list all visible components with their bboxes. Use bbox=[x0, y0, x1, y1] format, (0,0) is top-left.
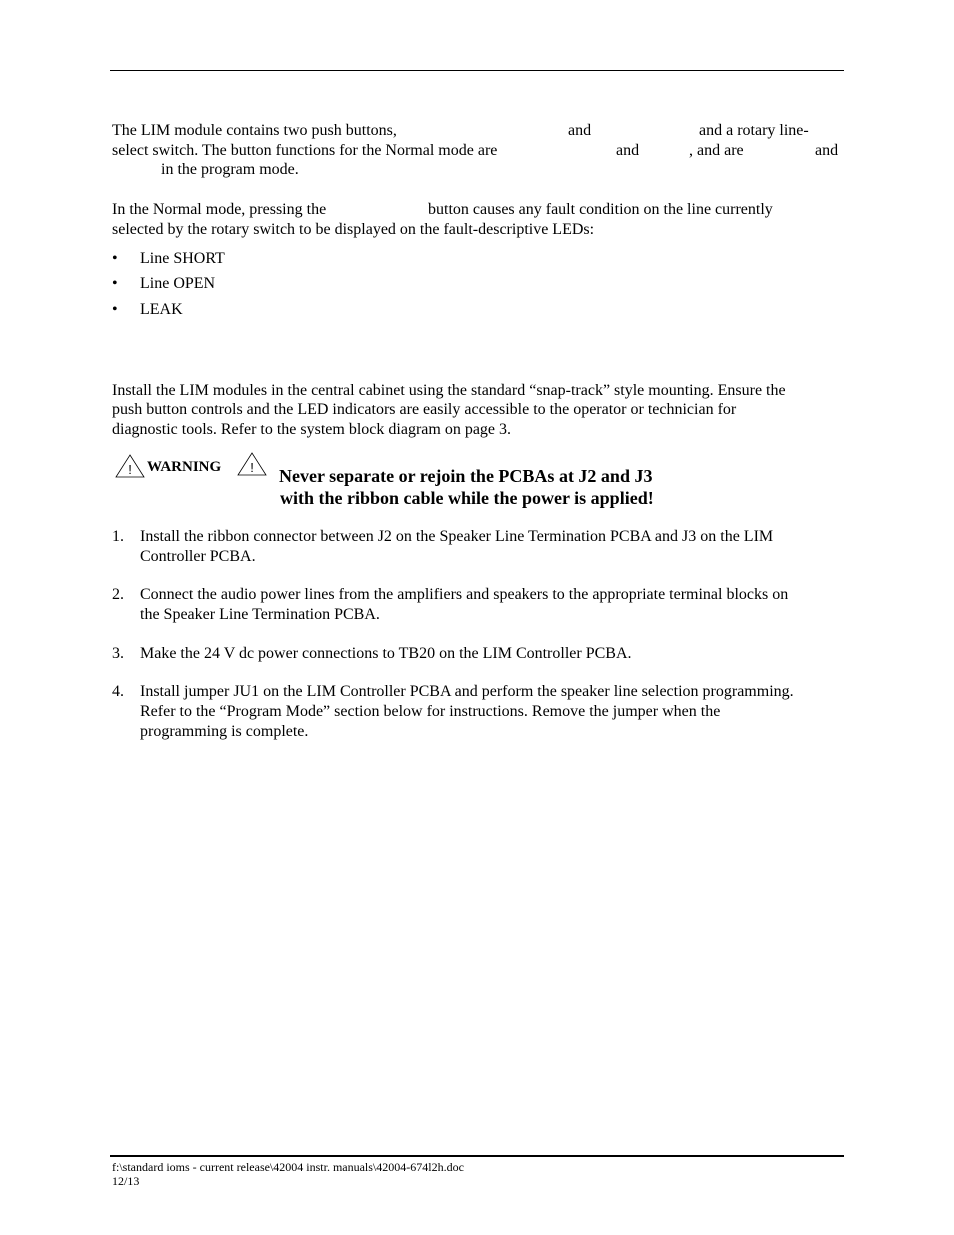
footer-date: 12/13 bbox=[112, 1174, 140, 1188]
intro-line-2b: and bbox=[616, 142, 640, 159]
step-line: programming is complete. bbox=[140, 723, 309, 740]
bullet-symbol: • bbox=[112, 250, 118, 267]
warning-triangle-mark: ! bbox=[250, 460, 254, 475]
warning-triangle-icon bbox=[237, 452, 267, 476]
install-line-2: push button controls and the LED indicators are easily accessible to the operator or technician for bbox=[112, 401, 737, 418]
step-line: Install jumper JU1 on the LIM Controller PCBA and perform the speaker line selection programming. bbox=[140, 683, 794, 700]
step-line: Controller PCBA. bbox=[140, 548, 256, 565]
intro-line-1a: The LIM module contains two push buttons, bbox=[112, 122, 397, 139]
list-item: Line OPEN bbox=[140, 275, 216, 292]
warning-text-line-2: with the ribbon cable while the power is applied! bbox=[280, 488, 654, 508]
step-number: 4. bbox=[112, 683, 124, 700]
intro-line-1c: and a rotary line- bbox=[699, 122, 809, 139]
list-item: LEAK bbox=[140, 301, 183, 318]
install-line-1: Install the LIM modules in the central cabinet using the standard “snap-track” style mounting. Ensure the bbox=[112, 382, 786, 399]
intro-line-3: in the program mode. bbox=[161, 161, 299, 178]
intro-line-1b: and bbox=[568, 122, 592, 139]
intro-line-2c: , and are bbox=[689, 142, 744, 159]
bullet-symbol: • bbox=[112, 301, 118, 318]
footer-rule bbox=[110, 1155, 844, 1157]
step-number: 1. bbox=[112, 528, 124, 545]
warning-label: WARNING bbox=[147, 459, 222, 475]
warning-text-line-1: Never separate or rejoin the PCBAs at J2 and J3 bbox=[279, 466, 653, 486]
list-item: Line SHORT bbox=[140, 250, 225, 267]
step-number: 2. bbox=[112, 586, 124, 603]
normal-line-1a: In the Normal mode, pressing the bbox=[112, 201, 327, 218]
step-line: Connect the audio power lines from the amplifiers and speakers to the appropriate terminal blocks on bbox=[140, 586, 789, 603]
install-line-3: diagnostic tools. Refer to the system block diagram on page 3. bbox=[112, 421, 512, 438]
normal-line-2: selected by the rotary switch to be displayed on the fault-descriptive LEDs: bbox=[112, 221, 595, 238]
step-number: 3. bbox=[112, 645, 124, 662]
normal-line-1b: button causes any fault condition on the line currently bbox=[428, 201, 773, 218]
footer-file-path: f:\standard ioms - current release\42004 instr. manuals\42004-674l2h.doc bbox=[112, 1160, 464, 1174]
step-line: the Speaker Line Termination PCBA. bbox=[140, 606, 380, 623]
step-line: Install the ribbon connector between J2 on the Speaker Line Termination PCBA and J3 on the LIM bbox=[140, 528, 774, 545]
intro-line-2a: select switch. The button functions for the Normal mode are bbox=[112, 142, 498, 159]
header-rule bbox=[110, 70, 844, 71]
bullet-symbol: • bbox=[112, 275, 118, 292]
intro-line-2d: and bbox=[815, 142, 839, 159]
step-line: Make the 24 V dc power connections to TB20 on the LIM Controller PCBA. bbox=[140, 645, 632, 662]
warning-triangle-mark: ! bbox=[128, 462, 132, 477]
warning-triangle-icon bbox=[115, 454, 145, 478]
step-line: Refer to the “Program Mode” section below for instructions. Remove the jumper when the bbox=[140, 703, 721, 720]
